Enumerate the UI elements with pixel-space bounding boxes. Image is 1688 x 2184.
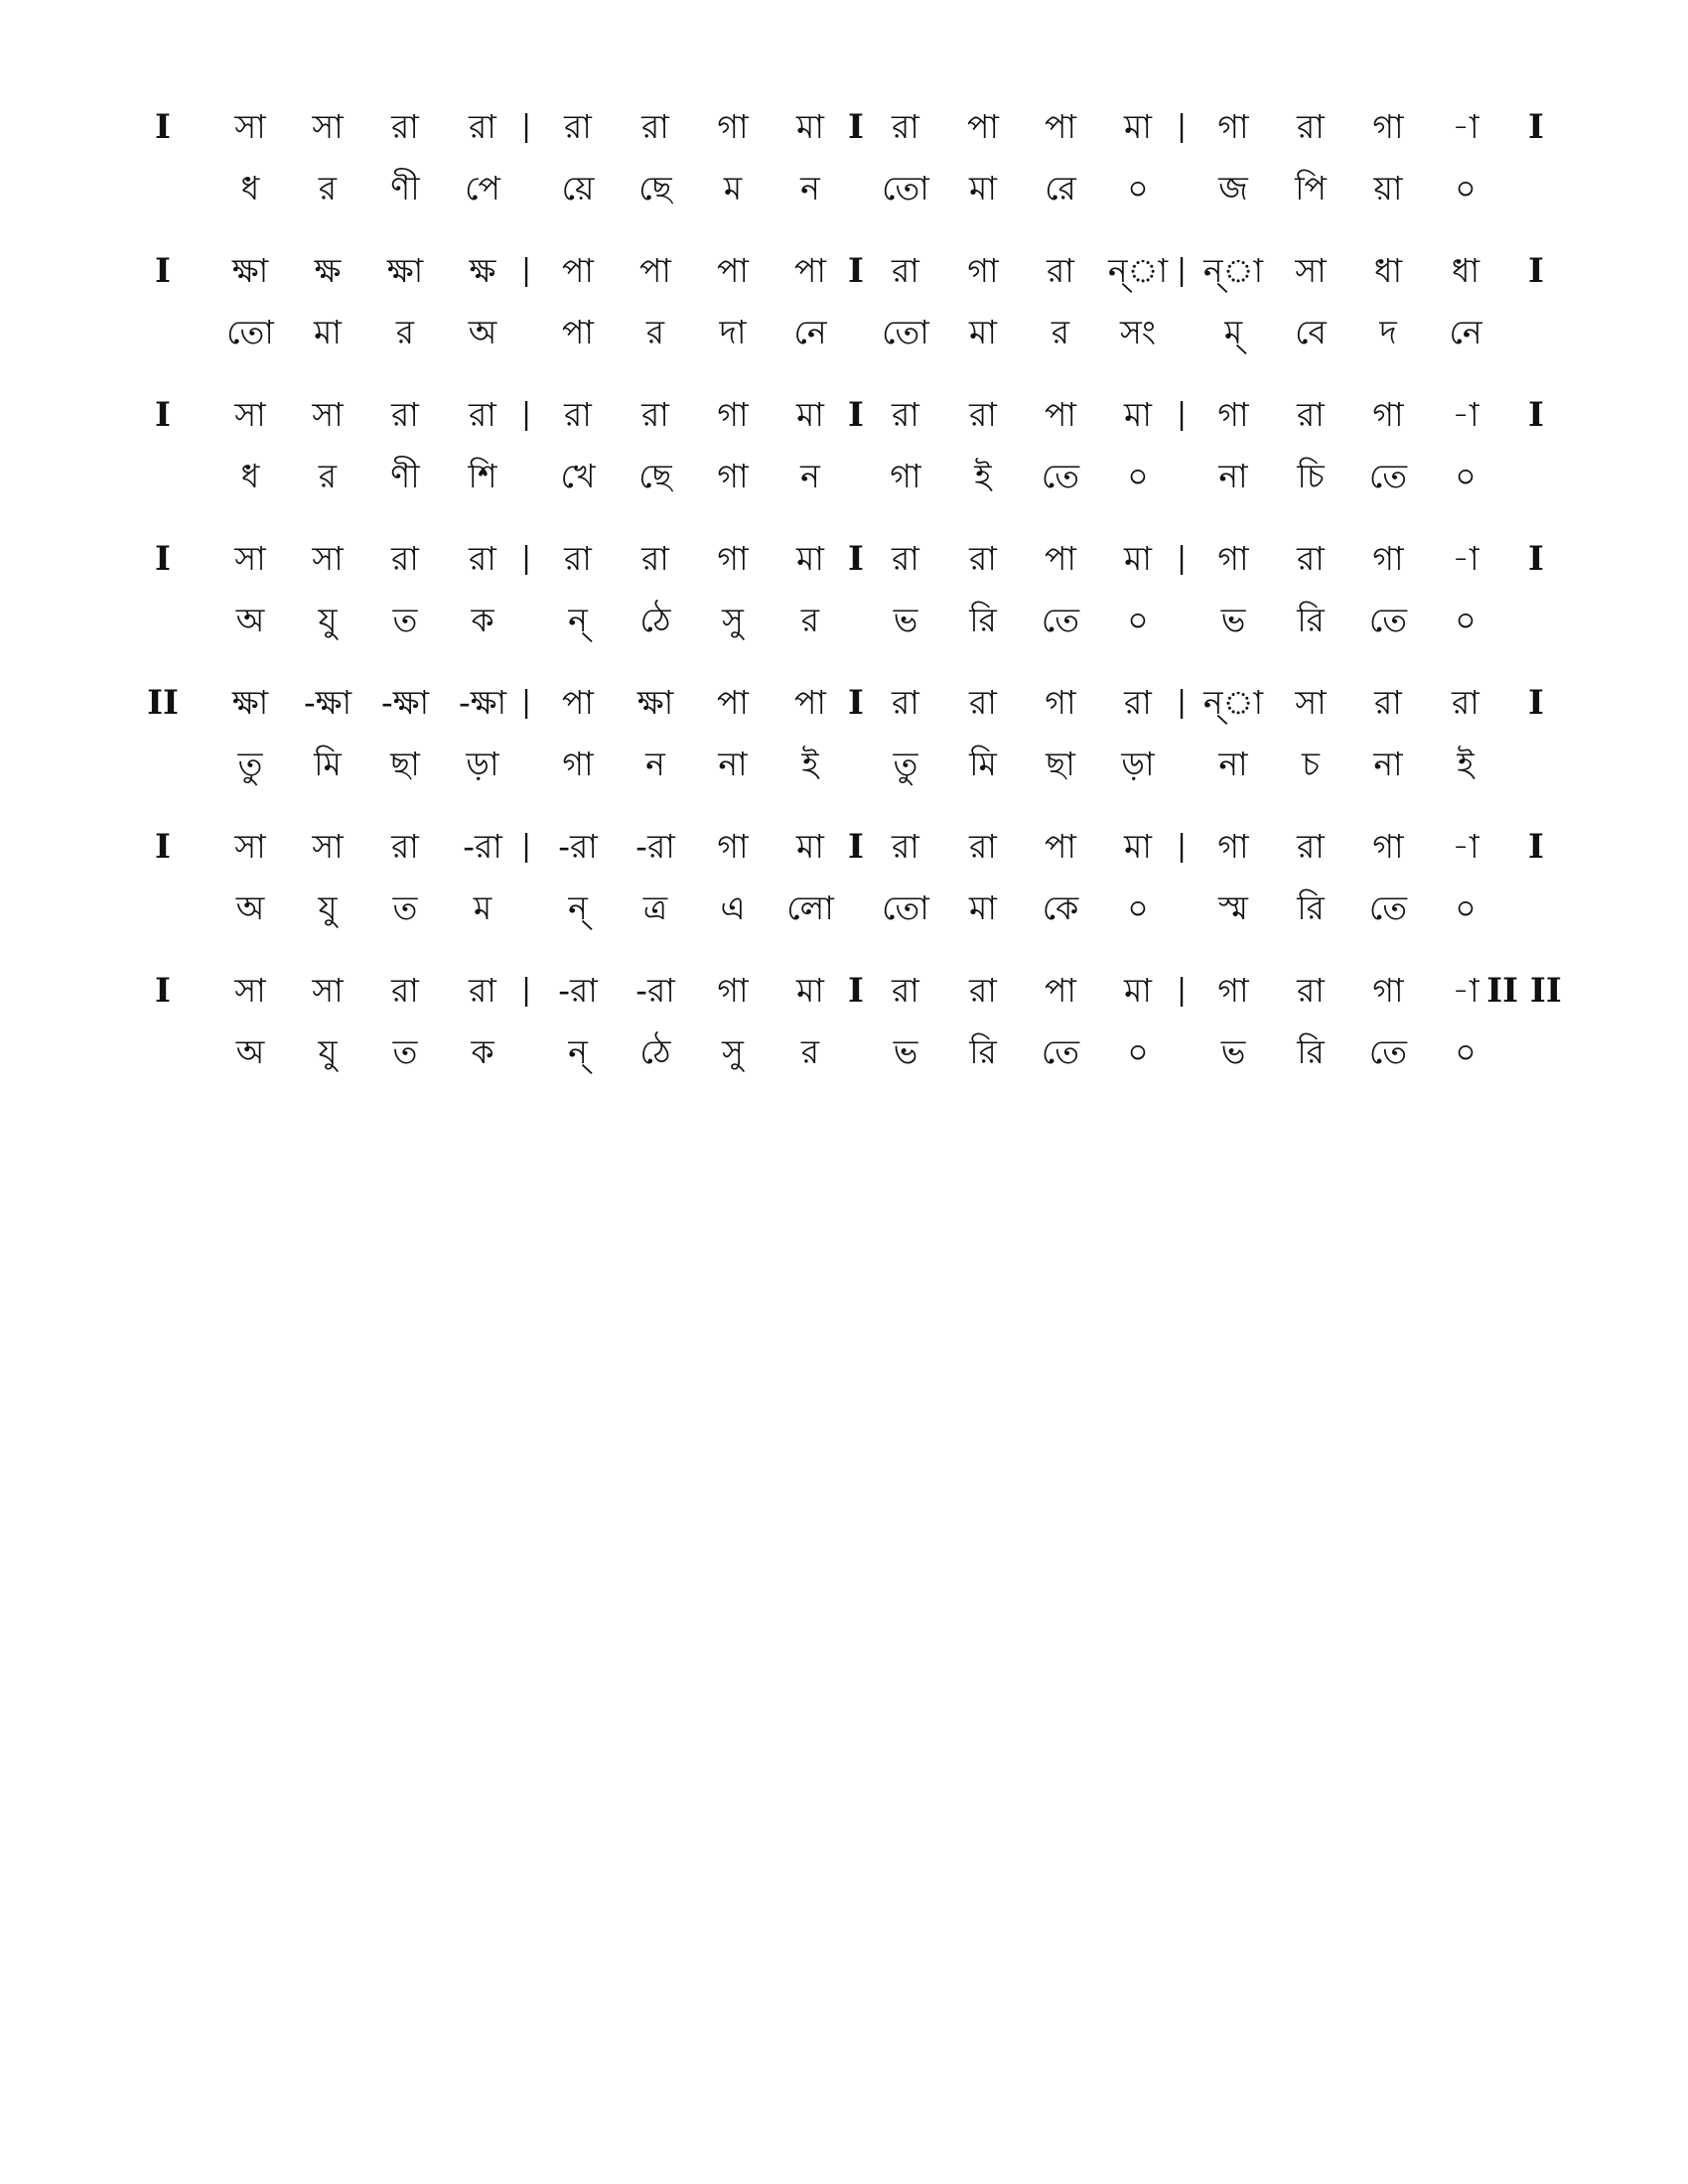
swara-note: ক্ষ [314, 251, 342, 290]
lyric-syllable: য়া [1373, 169, 1403, 207]
lyric-syllable: সু [722, 1032, 744, 1071]
swara-note: রা [391, 539, 419, 578]
lyric-syllable: তে [1041, 1032, 1080, 1071]
lyric-syllable: ছে [638, 169, 672, 207]
lyric-syllable: স্ম [1218, 888, 1248, 927]
lyric-syllable: বে [1295, 313, 1327, 351]
swara-note: -রা [635, 971, 675, 1010]
swara-note: ধা [1451, 251, 1480, 290]
swara-note: রা [391, 395, 419, 434]
swara-note: রা [1297, 539, 1325, 578]
swara-note: রা [469, 107, 496, 146]
notation-row [139, 819, 1549, 963]
swara-note: রা [469, 539, 496, 578]
lyric-line [139, 305, 1549, 360]
lyric-syllable: র [800, 601, 820, 639]
lyric-syllable: জ [1218, 169, 1248, 207]
opening-barline: I [155, 107, 171, 147]
lyric-syllable: লো [786, 888, 834, 927]
swara-note: সা [234, 971, 266, 1010]
swara-note: রা [469, 395, 496, 434]
lyric-syllable: তো [226, 313, 274, 351]
lyric-syllable: না [1218, 745, 1248, 783]
lyric-syllable: গা [890, 457, 921, 495]
lyric-syllable: র [645, 313, 665, 351]
swara-note: গা [717, 539, 749, 578]
swara-note: রা [1124, 683, 1152, 722]
lyric-syllable: ন্ [568, 601, 588, 639]
swara-note: রা [641, 107, 669, 146]
swara-note: মা [1124, 539, 1152, 578]
swara-note: গা [1217, 107, 1249, 146]
lyric-syllable: ঠে [639, 1032, 671, 1071]
lyric-syllable: ঠে [639, 601, 671, 639]
barline: | [1176, 109, 1188, 144]
lyric-syllable: ভ [1220, 601, 1246, 639]
swara-note: -া [1452, 539, 1479, 578]
lyric-line [139, 737, 1549, 792]
lyric-syllable: তে [1368, 601, 1408, 639]
lyric-syllable: র [1051, 313, 1070, 351]
swara-note: সা [312, 107, 344, 146]
swara-line [139, 819, 1549, 875]
swara-note: সা [312, 971, 344, 1010]
lyric-syllable: এ [720, 888, 746, 927]
lyric-syllable: যু [318, 1032, 338, 1071]
swara-note: সা [312, 827, 344, 866]
lyric-syllable: তু [237, 745, 263, 783]
swara-note: পা [1045, 107, 1076, 146]
swara-note: গা [1372, 971, 1404, 1010]
swara-note: পা [1045, 539, 1076, 578]
barline: | [520, 973, 532, 1008]
closing-barline: I [1528, 107, 1544, 147]
lyric-syllable: ক [471, 601, 494, 639]
swara-note: রা [969, 827, 997, 866]
swara-note: -ক্ষা [303, 683, 352, 722]
swara-note: রা [1047, 251, 1074, 290]
closing-barline: I [1528, 683, 1544, 723]
swara-note: -া [1452, 107, 1479, 146]
lyric-syllable: ত [392, 601, 418, 639]
lyric-line [139, 161, 1549, 216]
lyric-syllable: ত [392, 1032, 418, 1071]
swara-note: পা [717, 251, 749, 290]
swara-note: গা [717, 395, 749, 434]
barline: | [520, 397, 532, 432]
barline: | [520, 829, 532, 864]
lyric-syllable: পে [465, 169, 500, 207]
section-barline: I [848, 539, 864, 579]
notation-row [139, 99, 1549, 243]
lyric-syllable: অ [235, 888, 265, 927]
lyric-syllable: রি [1297, 888, 1325, 927]
lyric-syllable: পি [1295, 169, 1327, 207]
lyric-syllable: ণী [390, 457, 420, 495]
swara-note: রা [391, 827, 419, 866]
swara-note: পা [562, 683, 594, 722]
barline: | [520, 685, 532, 720]
lyric-syllable: র [318, 457, 338, 495]
lyric-syllable: ০ [1127, 169, 1149, 207]
lyric-syllable: ম [473, 888, 492, 927]
swara-note: পা [794, 683, 826, 722]
lyric-syllable: না [1373, 745, 1403, 783]
swara-note: মা [796, 539, 824, 578]
swara-note: সা [234, 539, 266, 578]
swara-note: রা [892, 683, 919, 722]
lyric-syllable: তু [893, 745, 918, 783]
lyric-syllable: অ [468, 313, 497, 351]
lyric-syllable: যু [318, 888, 338, 927]
swara-note: রা [564, 107, 592, 146]
swara-note: রা [641, 539, 669, 578]
barline: | [1176, 829, 1188, 864]
lyric-syllable: ভ [893, 601, 918, 639]
swara-note: -রা [558, 971, 598, 1010]
swara-note: -ক্ষা [458, 683, 507, 722]
swara-note: মা [796, 107, 824, 146]
swara-note: গা [717, 971, 749, 1010]
lyric-syllable: নে [1449, 313, 1482, 351]
barline: | [1176, 397, 1188, 432]
lyric-syllable: মা [969, 888, 997, 927]
swara-note: রা [1297, 827, 1325, 866]
lyric-syllable: তে [1041, 601, 1080, 639]
closing-barline: I [1528, 827, 1544, 867]
lyric-syllable: নে [793, 313, 827, 351]
swara-note: রা [969, 971, 997, 1010]
lyric-syllable: ০ [1127, 1032, 1149, 1071]
swara-note: গা [1372, 107, 1404, 146]
swara-note: রা [1297, 971, 1325, 1010]
lyric-syllable: মা [969, 169, 997, 207]
swara-note: মা [1124, 107, 1152, 146]
lyric-syllable: র [395, 313, 415, 351]
swara-note: রা [1297, 107, 1325, 146]
lyric-syllable: তে [1368, 457, 1408, 495]
swara-note: গা [717, 827, 749, 866]
lyric-syllable: ন [800, 457, 820, 495]
swara-line [139, 531, 1549, 587]
lyric-syllable: মি [969, 745, 997, 783]
swara-note: গা [1045, 683, 1076, 722]
swara-note: সা [234, 395, 266, 434]
lyric-syllable: ত্র [642, 888, 668, 927]
opening-barline: I [155, 395, 171, 435]
lyric-syllable: ন [645, 745, 665, 783]
swara-note: রা [892, 395, 919, 434]
lyric-syllable: ম্ [1223, 313, 1243, 351]
lyric-syllable: ড়া [1121, 745, 1155, 783]
swara-note: রা [892, 107, 919, 146]
swara-note: মা [796, 827, 824, 866]
lyric-line [139, 593, 1549, 648]
lyric-syllable: সু [722, 601, 744, 639]
lyric-syllable: ত [392, 888, 418, 927]
swara-note: গা [1217, 971, 1249, 1010]
swara-note: ক্ষা [386, 251, 424, 290]
lyric-syllable: ০ [1455, 601, 1477, 639]
lyric-syllable: না [718, 745, 748, 783]
lyric-syllable: রি [1297, 1032, 1325, 1071]
swara-note: রা [641, 395, 669, 434]
lyric-syllable: ০ [1127, 601, 1149, 639]
lyric-syllable: চ [1302, 745, 1320, 783]
swara-note: রা [892, 251, 919, 290]
lyric-syllable: রি [969, 601, 997, 639]
swara-note: ন্া [1202, 251, 1264, 290]
swara-note: রা [1452, 683, 1479, 722]
swara-note: সা [312, 539, 344, 578]
swara-note: রা [564, 539, 592, 578]
lyric-syllable: কে [1042, 888, 1079, 927]
lyric-syllable: শি [468, 457, 497, 495]
swara-note: ক্ষা [231, 683, 269, 722]
lyric-syllable: অ [235, 1032, 265, 1071]
lyric-syllable: য়ে [561, 169, 595, 207]
section-barline: I [848, 827, 864, 867]
swara-note: -রা [463, 827, 502, 866]
swara-line [139, 387, 1549, 443]
notation-row [139, 531, 1549, 675]
notation-row [139, 243, 1549, 387]
swara-note: রা [969, 683, 997, 722]
swara-note: পা [1045, 395, 1076, 434]
lyric-syllable: ছে [638, 457, 672, 495]
lyric-syllable: ০ [1455, 169, 1477, 207]
barline: | [520, 109, 532, 144]
swara-line [139, 963, 1562, 1019]
swara-note: গা [1372, 539, 1404, 578]
lyric-syllable: রি [969, 1032, 997, 1071]
swara-line [139, 675, 1549, 731]
swara-note: -রা [558, 827, 598, 866]
lyric-syllable: রি [1297, 601, 1325, 639]
lyric-syllable: সং [1119, 313, 1156, 351]
lyric-syllable: খে [560, 457, 596, 495]
lyric-syllable: ক [471, 1032, 494, 1071]
lyric-syllable: গা [717, 457, 749, 495]
lyric-syllable: তো [882, 169, 929, 207]
swara-note: রা [1374, 683, 1402, 722]
swara-note: গা [1372, 827, 1404, 866]
lyric-syllable: যু [318, 601, 338, 639]
barline: | [1176, 253, 1188, 288]
barline: | [1176, 541, 1188, 576]
opening-barline: I [155, 971, 171, 1011]
lyric-syllable: চি [1297, 457, 1325, 495]
swara-note: -রা [635, 827, 675, 866]
lyric-syllable: র [800, 1032, 820, 1071]
lyric-syllable: র [318, 169, 338, 207]
section-barline: I [848, 971, 864, 1011]
opening-barline: I [155, 251, 171, 291]
swara-note: পা [967, 107, 999, 146]
lyric-syllable: ০ [1455, 888, 1477, 927]
section-barline: I [848, 251, 864, 291]
swara-note: রা [391, 107, 419, 146]
opening-barline: II [147, 683, 179, 723]
lyric-syllable: মি [314, 745, 342, 783]
swara-note: -া [1452, 971, 1479, 1010]
swara-note: সা [1295, 251, 1327, 290]
lyric-syllable: তে [1368, 888, 1408, 927]
swara-note: মা [1124, 395, 1152, 434]
barline: | [1176, 973, 1188, 1008]
swara-note: গা [967, 251, 999, 290]
swara-note: ন্া [1107, 251, 1169, 290]
lyric-syllable: ছা [1046, 745, 1075, 783]
lyric-syllable: ণী [390, 169, 420, 207]
lyric-syllable: ন্ [568, 888, 588, 927]
lyric-line [139, 1024, 1549, 1080]
lyric-syllable: মা [969, 313, 997, 351]
swara-note: সা [312, 395, 344, 434]
swara-note: মা [1124, 971, 1152, 1010]
section-barline: I [848, 107, 864, 147]
closing-barline: I [1528, 395, 1544, 435]
swara-note: মা [796, 971, 824, 1010]
lyric-syllable: ধ [240, 169, 260, 207]
swara-note: রা [969, 539, 997, 578]
lyric-syllable: ম [723, 169, 743, 207]
swara-note: রা [892, 971, 919, 1010]
swara-note: গা [1217, 395, 1249, 434]
barline: | [1176, 685, 1188, 720]
notation-row [139, 387, 1549, 531]
opening-barline: I [155, 539, 171, 579]
lyric-syllable: অ [235, 601, 265, 639]
lyric-syllable: ০ [1127, 457, 1149, 495]
lyric-syllable: তে [1368, 1032, 1408, 1071]
swara-note: গা [1372, 395, 1404, 434]
swara-note: রা [892, 539, 919, 578]
lyric-syllable: ন [800, 169, 820, 207]
opening-barline: I [155, 827, 171, 867]
lyric-syllable: ন্ [568, 1032, 588, 1071]
lyric-syllable: দা [719, 313, 747, 351]
lyric-line [139, 881, 1549, 936]
swara-note: রা [391, 971, 419, 1010]
lyric-syllable: গা [562, 745, 594, 783]
lyric-syllable: ছা [390, 745, 420, 783]
notation-row [139, 675, 1549, 819]
section-barline: I [848, 395, 864, 435]
swara-note: গা [1217, 539, 1249, 578]
swara-note: গা [717, 107, 749, 146]
closing-barline: I [1528, 251, 1544, 291]
lyric-syllable: ই [974, 457, 992, 495]
lyric-syllable: ভ [1220, 1032, 1246, 1071]
swara-note: রা [564, 395, 592, 434]
swara-note: ক্ষ [469, 251, 496, 290]
swara-note: ধা [1373, 251, 1403, 290]
swara-note: সা [234, 827, 266, 866]
lyric-syllable: ই [801, 745, 819, 783]
barline: | [520, 253, 532, 288]
swara-note: -া [1452, 395, 1479, 434]
swara-note: পা [1045, 827, 1076, 866]
swara-note: রা [892, 827, 919, 866]
lyric-syllable: তো [882, 313, 929, 351]
swara-note: মা [796, 395, 824, 434]
barline: | [520, 541, 532, 576]
lyric-syllable: ০ [1455, 1032, 1477, 1071]
lyric-syllable: না [1218, 457, 1248, 495]
swara-line [139, 243, 1549, 299]
swara-note: রা [1297, 395, 1325, 434]
section-barline: I [848, 683, 864, 723]
lyric-syllable: মা [314, 313, 342, 351]
swara-note: গা [1217, 827, 1249, 866]
swara-line [139, 99, 1549, 155]
lyric-syllable: ভ [893, 1032, 918, 1071]
lyric-syllable: ধ [240, 457, 260, 495]
lyric-syllable: ড়া [466, 745, 499, 783]
swara-note: ক্ষা [231, 251, 269, 290]
lyric-syllable: ই [1457, 745, 1475, 783]
notation-row [139, 963, 1562, 1107]
lyric-line [139, 449, 1549, 504]
closing-barline: I [1528, 539, 1544, 579]
lyric-syllable: রে [1045, 169, 1076, 207]
lyric-syllable: দ [1379, 313, 1397, 351]
swara-note: পা [639, 251, 671, 290]
swara-note: রা [469, 971, 496, 1010]
swara-note: পা [717, 683, 749, 722]
lyric-syllable: তো [882, 888, 929, 927]
swara-note: পা [562, 251, 594, 290]
swara-note: পা [1045, 971, 1076, 1010]
lyric-syllable: পা [562, 313, 594, 351]
lyric-syllable: ০ [1127, 888, 1149, 927]
swara-note: পা [794, 251, 826, 290]
lyric-syllable: ০ [1455, 457, 1477, 495]
swara-note: ন্া [1202, 683, 1264, 722]
swara-note: মা [1124, 827, 1152, 866]
swara-note: সা [1295, 683, 1327, 722]
closing-barline: II II [1486, 971, 1562, 1011]
lyric-syllable: তে [1041, 457, 1080, 495]
swara-note: -ক্ষা [380, 683, 430, 722]
swara-note: -া [1452, 827, 1479, 866]
swara-note: সা [234, 107, 266, 146]
swara-note: ক্ষা [636, 683, 674, 722]
swara-note: রা [969, 395, 997, 434]
